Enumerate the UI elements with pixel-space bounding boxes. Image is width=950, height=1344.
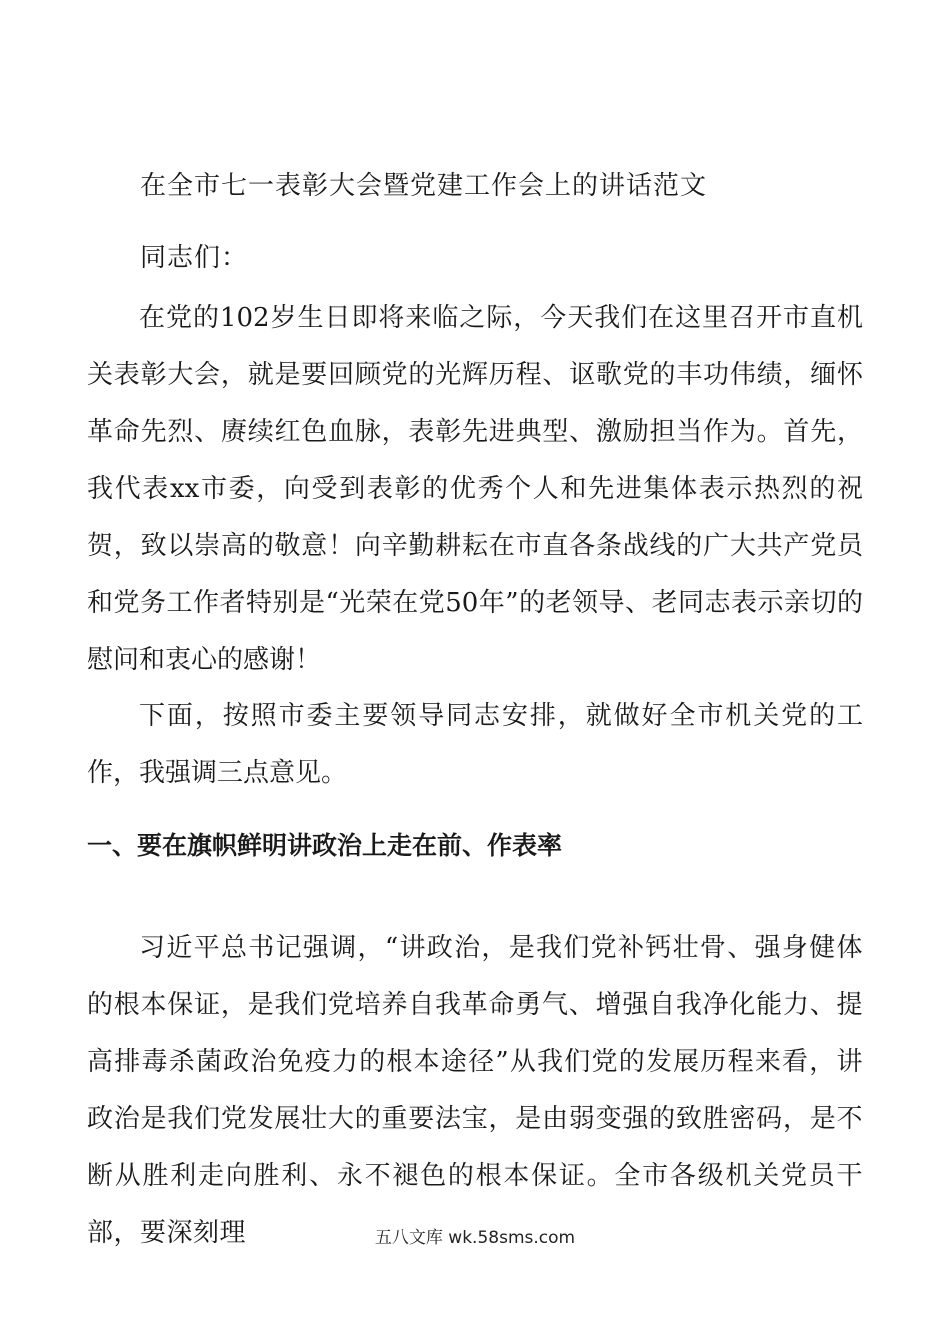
section-heading-1: 一、要在旗帜鲜明讲政治上走在前、作表率 bbox=[87, 831, 563, 860]
paragraph-opening: 在党的102岁生日即将来临之际，今天我们在这里召开市直机关表彰大会，就是要回顾党的光辉历程、讴歌党的丰功伟绩，缅怀革命先烈、赓续红色血脉，表彰先进典型、激励担当作为。首先，我代表xx市委，向受到表彰的优秀个人和先进集体表示热烈的祝贺，致以崇高的敬意！向辛勤耕耘在市直各条战线的广大共产党员和党务工作者特别是“光荣在党50年”的老领导、老同志表示亲切的慰问和衷心的感谢！ bbox=[87, 303, 863, 675]
salutation: 同志们： bbox=[140, 243, 249, 273]
paragraph-section-1: 习近平总书记强调，“讲政治，是我们党补钙壮骨、强身健体的根本保证，是我们党培养自我革命勇气、增强自我净化能力、提高排毒杀菌政治免疫力的根本途径”从我们党的发展历程来看，讲政治是我们党发展壮大的重要法宝，是由弱变强的致胜密码，是不断从胜利走向胜利、永不褪色的根本保证。全市各级机关党员干部，要深刻理 bbox=[87, 933, 863, 1248]
footer-watermark: 五八文库 wk.58sms.com bbox=[374, 1228, 576, 1248]
paragraph-outline: 下面，按照市委主要领导同志安排，就做好全市机关党的工作，我强调三点意见。 bbox=[87, 701, 863, 788]
document-title: 在全市七一表彰大会暨党建工作会上的讲话范文 bbox=[140, 171, 708, 201]
